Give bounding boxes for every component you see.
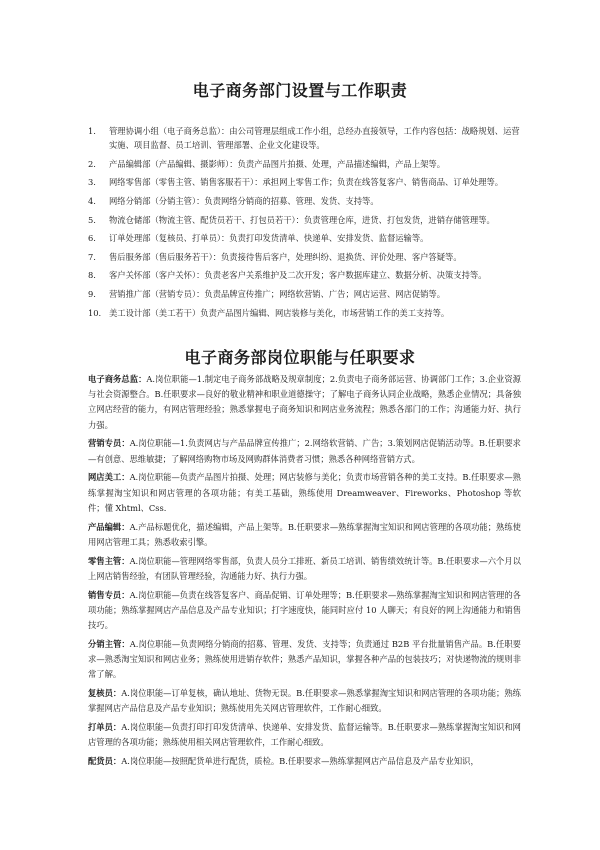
- role-text: A.岗位职能—负责在线答复客户、商品促销、订单处理等；B.任职要求—熟练掌握淘宝知识和网店管理的各项功能；熟练掌握网店产品信息及产品专业知识；打字速度快，能同时应付 10 人聊天；有良好的网上沟通能力和销售技巧。: [88, 589, 521, 631]
- item-text: 售后服务部（售后服务若干）：负责接待售后客户，处理纠纷、退换货、评价处理、客户答疑等。: [109, 251, 462, 262]
- role-paragraph: [88, 520, 521, 550]
- role-name: 营销专员：: [88, 438, 130, 449]
- section-title-department-duties: 电子商务部门设置与工作职责: [192, 81, 408, 100]
- item-number: 5.: [88, 214, 96, 225]
- role-text: A.岗位职能—负责产品图片拍摄、处理；网店装修与美化；负责市场营销各种的美工支持。B.任职要求—熟练掌握淘宝知识和网店管理的各项功能；有美工基础，熟练使用 Dreamweaver、Fireworks、Photoshop 等软件；懂 Xhtml、Css.: [88, 472, 521, 513]
- role-name: 产品编辑：: [88, 521, 130, 532]
- list-item: [88, 175, 520, 189]
- list-item: [88, 306, 520, 320]
- role-text: A.产品标题优化，描述编辑，产品上架等。B.任职要求—熟练掌握淘宝知识和网店管理的各项功能；熟练使用网店管理工具；熟悉收索引擎。: [88, 521, 521, 547]
- role-requirement-list: [88, 372, 521, 773]
- role-name: 分销主管：: [88, 638, 130, 649]
- role-text: A.岗位职能—1.负责网店与产品品牌宣传推广；2.网络软营销、广告；3.策划网店促销活动等。B.任职要求—有创意、思维敏捷；了解网络购物市场及网购群体消费者习惯；熟悉各种网络营销方式。: [88, 438, 521, 464]
- item-number: 2.: [88, 158, 96, 169]
- role-name: 配货员：: [88, 756, 122, 767]
- item-text: 产品编辑部（产品编辑、摄影师）：负责产品图片拍摄、处理，产品描述编辑，产品上架等。: [109, 158, 446, 169]
- item-number: 4.: [88, 195, 96, 206]
- item-text: 客户关怀部（客户关怀）：负责老客户关系维护及二次开发；客户数据库建立、数据分析、决策支持等。: [109, 270, 487, 281]
- role-name: 打单员：: [88, 722, 122, 733]
- role-name: 复核员：: [88, 688, 122, 699]
- list-item: [88, 231, 520, 245]
- item-number: 9.: [88, 288, 96, 299]
- item-text: 营销推广部（营销专员）：负责品牌宣传推广；网络软营销、广告；网店运营、网店促销等。: [109, 288, 446, 299]
- role-paragraph: [88, 686, 521, 716]
- list-item: [88, 268, 520, 282]
- item-number: 1.: [88, 126, 96, 136]
- item-text: 美工设计部（美工若干）负责产品图片编辑、网店装修与美化，市场营销工作的美工支持等。: [109, 307, 450, 318]
- role-paragraph: [88, 554, 521, 584]
- role-paragraph: [88, 754, 521, 769]
- role-name: 零售主管：: [88, 555, 130, 566]
- role-name: 销售专员：: [88, 589, 130, 600]
- item-text: 物流仓储部（物流主管、配货员若干、打包员若干）：负责管理仓库，进货、打包发货，进销存储管理等。: [109, 214, 495, 225]
- item-number: 8.: [88, 270, 96, 281]
- role-text: A.岗位职能—管理网络零售部，负责人员分工排班、新员工培训、销售绩效统计等。B.任职要求—六个月以上网店销售经验，有团队管理经验，沟通能力好、执行力强。: [88, 555, 521, 581]
- list-item: [88, 250, 520, 264]
- role-paragraph: [88, 470, 521, 516]
- item-number: 7.: [88, 251, 96, 262]
- role-paragraph: [88, 372, 521, 433]
- role-text: A.岗位职能—按照配货单进行配货，质检。B.任职要求—熟练掌握网店产品信息及产品专业知识，: [121, 756, 479, 767]
- role-name: 电子商务总监：: [88, 374, 147, 384]
- role-text: A.岗位职能—负责打印打印发货清单、快递单、安排发货、监督运输等。B.任职要求—熟练掌握淘宝知识和网店管理的各项功能；熟练使用相关网店管理软件，工作耐心细致。: [88, 722, 521, 748]
- list-item: [88, 287, 520, 301]
- item-text: 网络分销部（分销主管）：负责网络分销商的招募、管理、发货、支持等。: [109, 195, 379, 206]
- item-number: 10.: [88, 307, 102, 318]
- list-item: [88, 157, 520, 171]
- role-paragraph: [88, 436, 521, 466]
- role-paragraph: [88, 637, 521, 683]
- role-paragraph: [88, 588, 521, 634]
- department-duty-list: [88, 124, 520, 324]
- section-title-role-requirements: 电子商务部岗位职能与任职要求: [184, 348, 416, 367]
- list-item: [88, 194, 520, 208]
- item-text: 网络零售部（零售主管、销售客服若干）：承担网上零售工作；负责在线答复客户、销售商品、订单处理等。: [109, 177, 504, 188]
- item-number: 3.: [88, 177, 96, 188]
- item-text: 订单处理部（复核员、打单员）：负责打印发货清单、快递单、安排发货、监督运输等。: [109, 233, 429, 244]
- role-text: A.岗位职能—负责网络分销商的招募、管理、发货、支持等；负责通过 B2B 平台批量销售产品。B.任职要求—熟悉淘宝知识和网店业务；熟练使用进销存软件；熟悉产品知识，掌握各种产品的包装技巧；对快递物流的规则非常了解。: [88, 638, 521, 680]
- role-paragraph: [88, 720, 521, 750]
- item-number: 6.: [88, 233, 96, 244]
- item-text: 管理协调小组（电子商务总监）：由公司管理层组成工作小组，总经办直接领导，工作内容包括：战略规划、运营实施、项目监督、员工培训、管理部署、企业文化建设等。: [109, 126, 520, 151]
- role-text: A.岗位职能—订单复核，确认地址、货物无误。B.任职要求—熟悉掌握淘宝知识和网店管理的各项功能；熟练掌握网店产品信息及产品专业知识；熟练使用先关网店管理软件，工作耐心细致。: [88, 688, 521, 714]
- list-item: [88, 213, 520, 227]
- role-text: A.岗位职能—1.制定电子商务部战略及规章制度；2.负责电子商务部运营、协调部门工作；3.企业资源与社会资源整合。B.任职要求—良好的敬业精神和职业道德操守；了解电子商务认同企业战略，熟悉企业情况；具备独立网店经营的能力，有网店管理经验；熟悉掌握电子商务知识和网店业务流程；熟悉各部门的工作；沟通能力好、执行力强。: [88, 374, 521, 430]
- role-name: 网店美工：: [88, 472, 130, 483]
- list-item: [88, 124, 520, 152]
